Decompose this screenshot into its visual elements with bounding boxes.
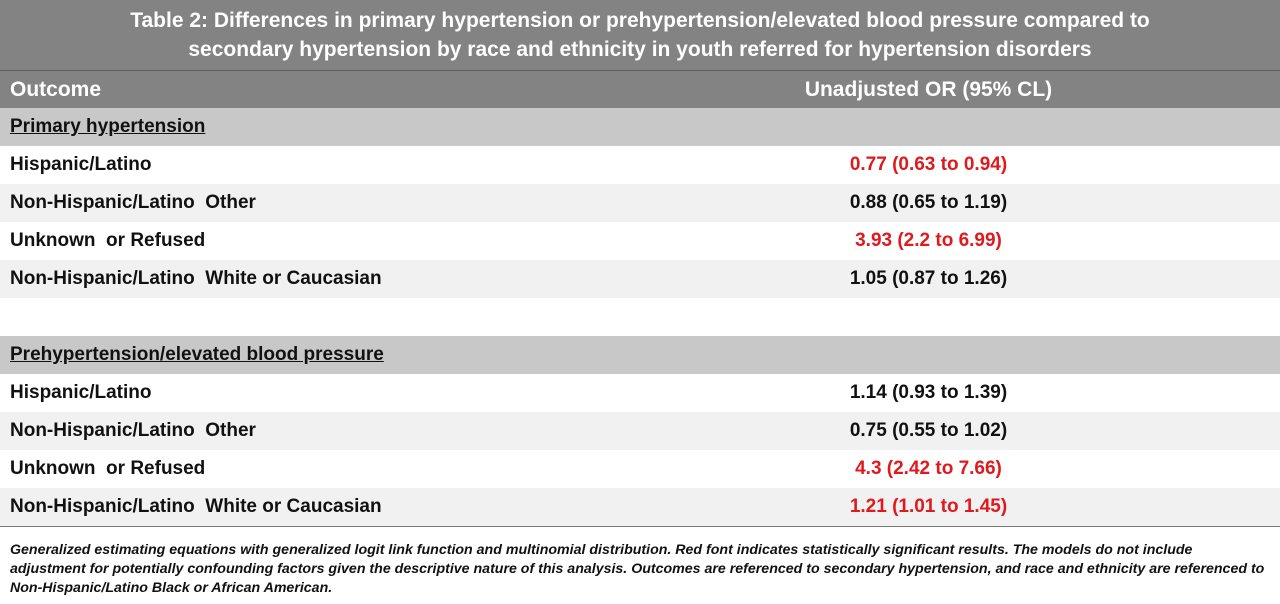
- table-title-line-2: secondary hypertension by race and ethnicity in youth referred for hypertension disorders: [188, 38, 1092, 61]
- odds-ratio-column-header: Unadjusted OR (95% CL): [804, 77, 1053, 101]
- table-header-row: [0, 70, 1280, 108]
- section-label: Primary hypertension: [10, 116, 206, 137]
- group-cell: Non-Hispanic/Latino Other: [10, 420, 256, 441]
- outcome-column-header: Outcome: [10, 77, 102, 101]
- section-row-prehypertension: [0, 336, 1280, 374]
- table-row: [0, 146, 1280, 184]
- table-row: [0, 374, 1280, 412]
- group-cell: Non-Hispanic/Latino White or Caucasian: [10, 496, 382, 517]
- odds-ratio-cell: 0.88 (0.65 to 1.19): [849, 192, 1008, 213]
- group-cell: Non-Hispanic/Latino Other: [10, 192, 256, 213]
- table-row: [0, 450, 1280, 488]
- table-row: [0, 184, 1280, 222]
- odds-ratio-cell: 1.14 (0.93 to 1.39): [849, 382, 1008, 403]
- table-footnote: Generalized estimating equations with generalized logit link function and multinomial distribution. Red font indicates statistically significant results. The models do not include adjustment for potentially confounding factors given the descriptive nature of this analysis. Outcomes are referenced to secondary hypertension, and race and ethnicity are referenced to Non-Hispanic/Latino Black or African American.: [10, 542, 1265, 596]
- group-cell: Unknown or Refused: [10, 230, 206, 251]
- section-row-primary-hypertension: [0, 108, 1280, 146]
- section-spacer: [0, 298, 1280, 336]
- group-cell: Non-Hispanic/Latino White or Caucasian: [10, 268, 382, 289]
- group-cell: Hispanic/Latino: [10, 382, 152, 403]
- odds-ratio-cell: 3.93 (2.2 to 6.99): [855, 230, 1002, 251]
- table-row: [0, 222, 1280, 260]
- odds-ratio-cell: 1.05 (0.87 to 1.26): [849, 268, 1008, 289]
- group-cell: Hispanic/Latino: [10, 154, 152, 175]
- table-title: [0, 0, 1280, 70]
- table-title-line-1: Table 2: Differences in primary hypertension or prehypertension/elevated blood pressure compared to: [130, 9, 1150, 32]
- odds-ratio-cell: 0.75 (0.55 to 1.02): [849, 420, 1008, 441]
- odds-ratio-cell: 0.77 (0.63 to 0.94): [849, 154, 1008, 175]
- table-row: [0, 260, 1280, 298]
- table-row: [0, 412, 1280, 450]
- odds-ratio-cell: 4.3 (2.42 to 7.66): [855, 458, 1002, 479]
- odds-ratio-cell: 1.21 (1.01 to 1.45): [849, 496, 1008, 517]
- table-row: [0, 488, 1280, 526]
- group-cell: Unknown or Refused: [10, 458, 206, 479]
- section-label: Prehypertension/elevated blood pressure: [10, 344, 384, 365]
